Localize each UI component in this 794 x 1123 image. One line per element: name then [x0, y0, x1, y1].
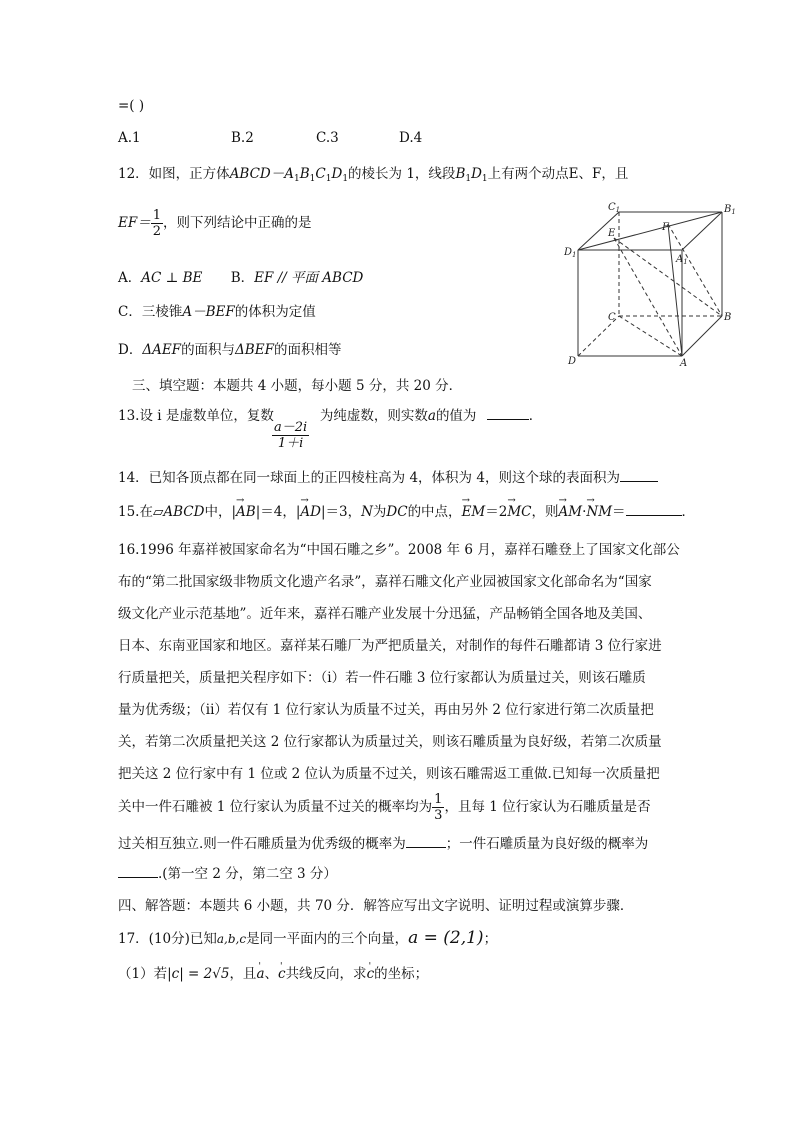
cube-figure [564, 200, 744, 370]
label-c1: $C_1$ [608, 202, 621, 214]
q17-part-1: （1）若|c| = 2√5，且' a、' c共线反向，求' c的坐标； [118, 964, 428, 984]
q17-stem: 17．(10分)已知a,b,c是同一平面内的三个向量，a = (2,1)； [118, 928, 498, 948]
q16-line-9: 关中一件石雕被 1 位行家认为质量不过关的概率均为 $\frac{1}{3}$ ，且每 1 位行家认为石雕质量是否 [118, 792, 651, 823]
q12-ef-fraction: $\frac{1}{2}$ [152, 208, 162, 239]
q16-probability-fraction: $\frac{1}{3}$ [434, 792, 443, 823]
line-c-a [619, 316, 682, 356]
label-d: D [568, 356, 577, 367]
q16-line-10: 过关相互独立.则一件石雕质量为优秀级的概率为 ；一件石雕质量为良好级的概率为 [118, 836, 649, 852]
q13-fraction: $\frac{a-2i}{1+i}$ [274, 420, 308, 451]
q12-ef-condition: EF＝ $\frac{1}{2}$ ，则下列结论中正确的是 [118, 208, 312, 239]
q16-line-7: 关，若第二次质量把关这 2 位行家都认为质量过关，则该石雕质量为良好级，若第二次质量 [118, 734, 662, 750]
q12-stem: 12．如图，正方体$ABCD-A_1B_1C_1D_1$的棱长为 1，线段$B_1D_1$上有两个动点E、F，且 [118, 166, 629, 184]
label-d1: $D_1$ [564, 247, 577, 259]
q14: 14．已知各顶点都在同一球面上的正四棱柱高为 4，体积为 4，则这个球的表面积为 [118, 468, 658, 488]
edge-a-b [682, 316, 722, 356]
q11-option-a: A.1 [118, 130, 141, 146]
q16-line-8: 把关这 2 位行家中有 1 位或 2 位认为质量不过关，则该石雕需返工重做.已知每一次质量把 [118, 766, 660, 782]
label-a: A [680, 358, 688, 369]
q12-option-c: C．三棱锥A－BEF的体积为定值 [118, 304, 316, 320]
q13: 13.设 i 是虚数单位，复数 为纯虚数，则实数a的值为 ． [118, 408, 543, 424]
q12-option-d: D．ΔAEF的面积与ΔBEF的面积相等 [118, 342, 342, 358]
q11-tail: =( ) [118, 98, 145, 114]
label-f: F [662, 222, 669, 233]
section-4-heading: 四、解答题：本题共 6 小题，共 70 分．解答应写出文字说明、证明过程或演算步骤． [118, 898, 634, 914]
q16-line-4: 日本、东南亚国家和地区。嘉祥某石雕厂为严把质量关，对制作的每件石雕都请 3 位行家进 [118, 638, 662, 654]
q11-option-d: D.4 [399, 130, 423, 146]
q16-line-5: 行质量把关，质量把关程序如下：（i）若一件石雕 3 位行家都认为质量过关，则该石雕质 [118, 670, 646, 686]
q16-line-2: 布的“第二批国家级非物质文化遗产名录”，嘉祥石雕文化产业园被国家文化部命名为“国家 [118, 574, 652, 590]
label-a1: $A_1$ [676, 254, 688, 266]
diagonal-d1-b1 [578, 212, 722, 250]
label-b1: $B_1$ [724, 204, 736, 216]
q16-line-1: 16.1996 年嘉祥被国家命名为“中国石雕之乡”。2008 年 6 月，嘉祥石雕登上了国家文化部公 [118, 542, 680, 558]
q11-option-b: B.2 [231, 130, 254, 146]
label-e: E [608, 228, 616, 239]
q12-options-ab: A．AC ⊥ BE B．EF // 平面 ABCD [118, 270, 364, 286]
q16-line-3: 级文化产业示范基地”。近年来，嘉祥石雕产业发展十分迅猛，产品畅销全国各地及美国、 [118, 606, 652, 622]
label-b: B [724, 312, 732, 323]
section-3-heading: 三、填空题：本题共 4 小题，每小题 5 分，共 20 分． [132, 378, 463, 394]
label-c: C [608, 312, 616, 323]
q16-line-6: 量为优秀级；（ii）若仅有 1 位行家认为质量不过关，再由另外 2 位行家进行第二次质量把 [118, 702, 654, 718]
q15: 15.在▱ABCD中，|→ AB|＝4，|→ AD|＝3，N为DC的中点，→ EM＝2→ MC，则→ AM·→ NM＝ ． [118, 502, 695, 522]
q16-line-11: .(第一空 2 分，第二空 3 分） [118, 864, 337, 884]
q11-option-c: C.3 [316, 130, 339, 146]
